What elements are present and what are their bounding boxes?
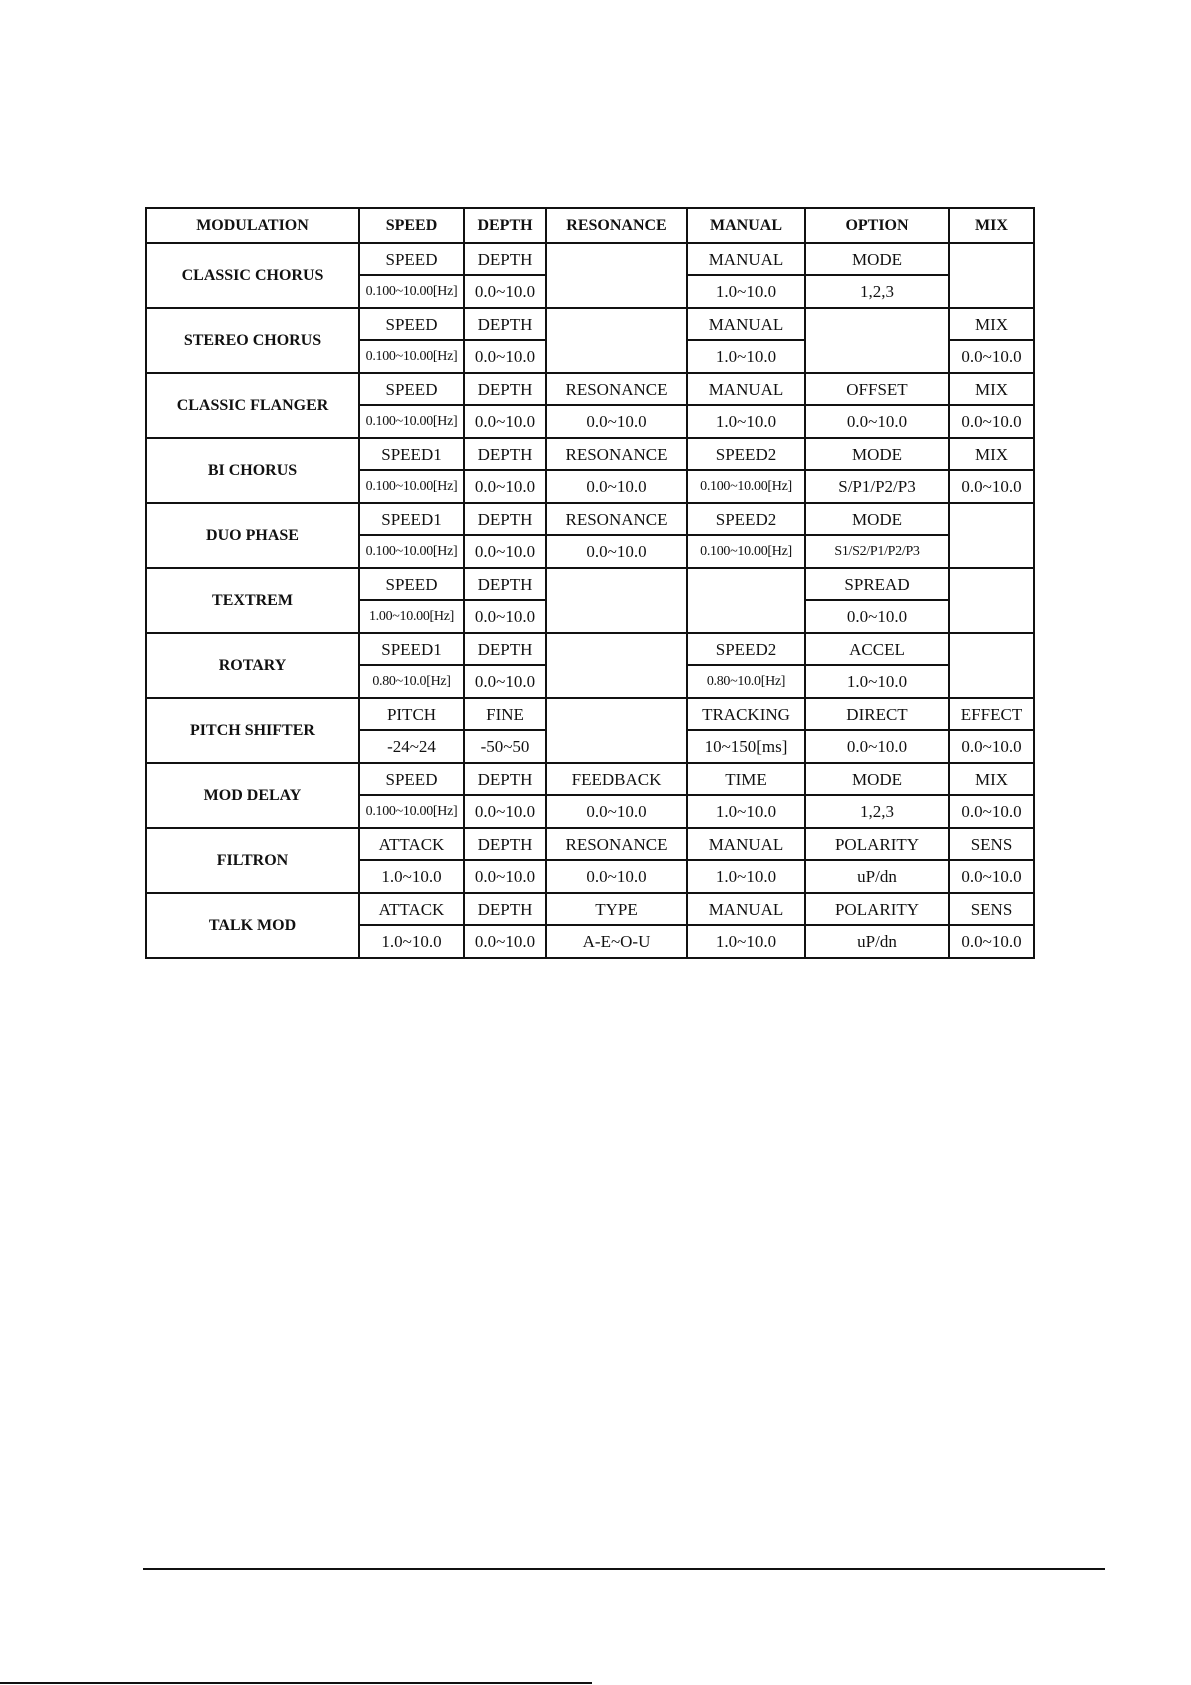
- parameter-name: TIME: [687, 763, 805, 795]
- parameter-name: POLARITY: [805, 828, 949, 860]
- parameter-range: 0.100~10.00[Hz]: [359, 470, 464, 503]
- parameter-range: 1.00~10.00[Hz]: [359, 600, 464, 633]
- table-row-param-names: [146, 438, 1034, 470]
- parameter-range: 0.0~10.0: [546, 795, 687, 828]
- parameter-range: 10~150[ms]: [687, 730, 805, 763]
- parameter-name: MODE: [805, 438, 949, 470]
- effect-name: CLASSIC CHORUS: [146, 243, 359, 308]
- parameter-name: POLARITY: [805, 893, 949, 925]
- effect-name: PITCH SHIFTER: [146, 698, 359, 763]
- parameter-name: SPEED: [359, 308, 464, 340]
- parameter-range: 0.0~10.0: [464, 600, 546, 633]
- table-row-param-names: [146, 308, 1034, 340]
- parameter-name: ACCEL: [805, 633, 949, 665]
- parameter-name: EFFECT: [949, 698, 1034, 730]
- table-row-param-names: [146, 503, 1034, 535]
- parameter-range: 0.0~10.0: [546, 860, 687, 893]
- parameter-name: SPEED: [359, 243, 464, 275]
- effect-name: TALK MOD: [146, 893, 359, 958]
- column-header: OPTION: [805, 208, 949, 243]
- effect-name: CLASSIC FLANGER: [146, 373, 359, 438]
- parameter-name: DEPTH: [464, 243, 546, 275]
- table-row-param-names: [146, 373, 1034, 405]
- parameter-range: uP/dn: [805, 925, 949, 958]
- empty-cell: [546, 698, 687, 763]
- parameter-range: 1,2,3: [805, 275, 949, 308]
- parameter-name: SPEED: [359, 568, 464, 600]
- parameter-name: MANUAL: [687, 373, 805, 405]
- parameter-name: MODE: [805, 243, 949, 275]
- parameter-name: SPREAD: [805, 568, 949, 600]
- parameter-range: 0.0~10.0: [464, 925, 546, 958]
- parameter-name: MANUAL: [687, 308, 805, 340]
- effect-name: STEREO CHORUS: [146, 308, 359, 373]
- parameter-range: 1.0~10.0: [687, 925, 805, 958]
- effect-name: ROTARY: [146, 633, 359, 698]
- parameter-range: 0.0~10.0: [949, 860, 1034, 893]
- parameter-name: DIRECT: [805, 698, 949, 730]
- parameter-range: 0.0~10.0: [546, 535, 687, 568]
- parameter-range: 0.0~10.0: [805, 730, 949, 763]
- empty-cell: [949, 568, 1034, 633]
- effect-name: FILTRON: [146, 828, 359, 893]
- empty-cell: [546, 633, 687, 698]
- table-header-row: [146, 208, 1034, 243]
- parameter-range: 0.0~10.0: [949, 405, 1034, 438]
- parameter-name: MIX: [949, 763, 1034, 795]
- parameter-range: 0.100~10.00[Hz]: [359, 795, 464, 828]
- parameter-name: DEPTH: [464, 503, 546, 535]
- parameter-range: 0.80~10.0[Hz]: [687, 665, 805, 698]
- table-row-param-names: [146, 828, 1034, 860]
- parameter-name: RESONANCE: [546, 373, 687, 405]
- parameter-name: MANUAL: [687, 243, 805, 275]
- parameter-range: 0.0~10.0: [546, 405, 687, 438]
- parameter-range: 0.100~10.00[Hz]: [687, 470, 805, 503]
- parameter-name: RESONANCE: [546, 503, 687, 535]
- empty-cell: [546, 308, 687, 373]
- parameter-range: -50~50: [464, 730, 546, 763]
- parameter-range: 0.0~10.0: [805, 600, 949, 633]
- parameter-name: SPEED2: [687, 503, 805, 535]
- parameter-range: uP/dn: [805, 860, 949, 893]
- effect-name: TEXTREM: [146, 568, 359, 633]
- parameter-name: RESONANCE: [546, 438, 687, 470]
- parameter-name: SPEED2: [687, 633, 805, 665]
- parameter-range: 0.0~10.0: [464, 665, 546, 698]
- parameter-range: -24~24: [359, 730, 464, 763]
- parameter-name: DEPTH: [464, 893, 546, 925]
- footer-rule: [143, 1568, 1105, 1570]
- parameter-range: 1.0~10.0: [359, 860, 464, 893]
- column-header: MIX: [949, 208, 1034, 243]
- table-row-param-names: [146, 763, 1034, 795]
- parameter-name: ATTACK: [359, 893, 464, 925]
- parameter-name: FINE: [464, 698, 546, 730]
- empty-cell: [687, 568, 805, 633]
- parameter-name: MODE: [805, 763, 949, 795]
- table-row-param-names: [146, 568, 1034, 600]
- parameter-name: MODE: [805, 503, 949, 535]
- parameter-range: 0.0~10.0: [464, 470, 546, 503]
- parameter-name: MIX: [949, 308, 1034, 340]
- parameter-range: 0.100~10.00[Hz]: [687, 535, 805, 568]
- bottom-rule: [0, 1682, 592, 1684]
- parameter-name: MIX: [949, 438, 1034, 470]
- parameter-name: DEPTH: [464, 828, 546, 860]
- empty-cell: [949, 503, 1034, 568]
- parameter-range: 0.0~10.0: [949, 470, 1034, 503]
- column-header: MANUAL: [687, 208, 805, 243]
- effect-name: DUO PHASE: [146, 503, 359, 568]
- parameter-name: SPEED2: [687, 438, 805, 470]
- parameter-range: 0.100~10.00[Hz]: [359, 275, 464, 308]
- parameter-range: 0.0~10.0: [464, 860, 546, 893]
- parameter-range: 0.0~10.0: [805, 405, 949, 438]
- parameter-name: SPEED1: [359, 438, 464, 470]
- table-row-param-names: [146, 698, 1034, 730]
- parameter-name: PITCH: [359, 698, 464, 730]
- effect-name: MOD DELAY: [146, 763, 359, 828]
- parameter-name: ATTACK: [359, 828, 464, 860]
- parameter-name: DEPTH: [464, 373, 546, 405]
- parameter-range: 0.0~10.0: [546, 470, 687, 503]
- empty-cell: [949, 633, 1034, 698]
- empty-cell: [949, 243, 1034, 308]
- column-header: DEPTH: [464, 208, 546, 243]
- parameter-range: 1.0~10.0: [805, 665, 949, 698]
- parameter-name: TRACKING: [687, 698, 805, 730]
- parameter-range: 0.0~10.0: [949, 925, 1034, 958]
- table-row-param-names: [146, 243, 1034, 275]
- parameter-name: MIX: [949, 373, 1034, 405]
- effect-name: BI CHORUS: [146, 438, 359, 503]
- parameter-name: DEPTH: [464, 763, 546, 795]
- parameter-range: A-E~O-U: [546, 925, 687, 958]
- parameter-name: SPEED1: [359, 503, 464, 535]
- parameter-name: OFFSET: [805, 373, 949, 405]
- parameter-range: 0.0~10.0: [949, 340, 1034, 373]
- parameter-range: 1.0~10.0: [687, 795, 805, 828]
- parameter-range: 0.100~10.00[Hz]: [359, 340, 464, 373]
- parameter-range: 0.100~10.00[Hz]: [359, 405, 464, 438]
- parameter-range: 0.100~10.00[Hz]: [359, 535, 464, 568]
- empty-cell: [546, 568, 687, 633]
- parameter-range: 0.80~10.0[Hz]: [359, 665, 464, 698]
- parameter-range: 1.0~10.0: [359, 925, 464, 958]
- parameter-range: 1.0~10.0: [687, 275, 805, 308]
- parameter-range: 0.0~10.0: [464, 535, 546, 568]
- column-header: MODULATION: [146, 208, 359, 243]
- parameter-range: 1.0~10.0: [687, 340, 805, 373]
- parameter-name: SPEED1: [359, 633, 464, 665]
- column-header: RESONANCE: [546, 208, 687, 243]
- parameter-range: 0.0~10.0: [464, 795, 546, 828]
- parameter-range: 0.0~10.0: [464, 340, 546, 373]
- table-row-param-names: [146, 633, 1034, 665]
- parameter-name: DEPTH: [464, 633, 546, 665]
- parameter-name: DEPTH: [464, 568, 546, 600]
- parameter-name: SENS: [949, 893, 1034, 925]
- parameter-name: DEPTH: [464, 308, 546, 340]
- parameter-name: TYPE: [546, 893, 687, 925]
- parameter-name: SPEED: [359, 373, 464, 405]
- empty-cell: [546, 243, 687, 308]
- parameter-range: S1/S2/P1/P2/P3: [805, 535, 949, 568]
- modulation-parameter-table: [145, 207, 1035, 959]
- parameter-name: SPEED: [359, 763, 464, 795]
- parameter-name: DEPTH: [464, 438, 546, 470]
- parameter-range: 0.0~10.0: [949, 730, 1034, 763]
- table-row-param-names: [146, 893, 1034, 925]
- parameter-name: SENS: [949, 828, 1034, 860]
- column-header: SPEED: [359, 208, 464, 243]
- parameter-range: 0.0~10.0: [949, 795, 1034, 828]
- table-body: [146, 243, 1034, 958]
- empty-cell: [805, 308, 949, 373]
- parameter-range: 1,2,3: [805, 795, 949, 828]
- parameter-range: 1.0~10.0: [687, 405, 805, 438]
- parameter-name: RESONANCE: [546, 828, 687, 860]
- parameter-range: 1.0~10.0: [687, 860, 805, 893]
- parameter-name: FEEDBACK: [546, 763, 687, 795]
- parameter-range: 0.0~10.0: [464, 405, 546, 438]
- parameter-range: S/P1/P2/P3: [805, 470, 949, 503]
- parameter-name: MANUAL: [687, 828, 805, 860]
- parameter-name: MANUAL: [687, 893, 805, 925]
- parameter-range: 0.0~10.0: [464, 275, 546, 308]
